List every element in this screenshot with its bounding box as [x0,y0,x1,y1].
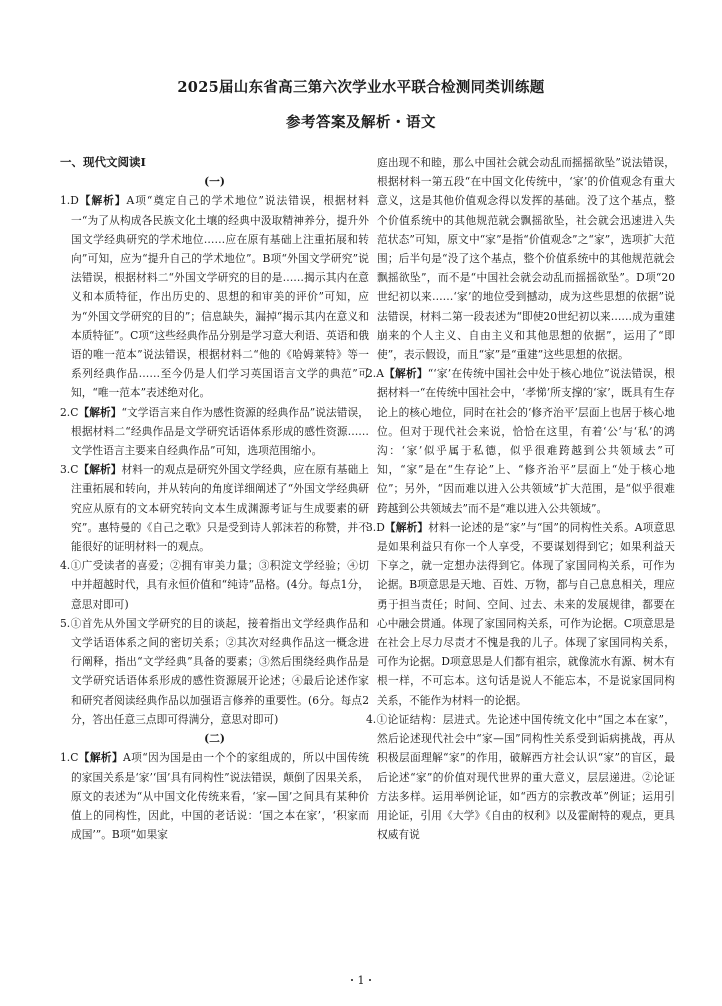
answer-number: 3.D [366,520,385,534]
answer-2-2 [366,364,675,518]
answer-number: 1.C [60,751,79,765]
answer-1-1 [60,191,369,402]
analysis-tag: 【解析】 [78,405,122,419]
answer-number: 1.D [60,194,79,208]
analysis-tag: 【解析】 [383,367,428,381]
answer-text: 材料一论述的是“家”与“国”的同构性关系。A项意思是如果利益只有你一个人享受，不要谋划得到它；如果利益天下享之，就一定想办法得到它。体现了家国同构关系，可作为论据。B项意思是天地、百姓、万物，都与自己息息相关，理应勇于担当责任；时间、空间、过去、未来的发展规律，都要在心中融会贯通。体现了家国同构关系，可作为论据。C项意思是在社会上尽力尽责才不愧是我的儿子。体现了家国同构关系，可作为论据。D项意思是人们都有祖宗，就像流水有源、树木有根一样，不可忘本。这句话是说人不能忘本，不是说家国同构关系，不能作为材料一的论据。 [377,520,675,707]
analysis-tag: 【解析】 [384,520,429,534]
page-number: ・1・ [346,974,376,987]
analysis-tag: 【解析】 [78,463,122,477]
answer-2-4: 4.①论证结构：层进式。先论述中国传统文化中“国之本在家”，然后论述现代社会中“家—国”同构性关系受到诟病挑战，再从积极层面理解“家”的作用，破解西方社会认识“家”的盲区，最后论述“家”的价值对现代世界的重大意义，层层递进。②论证方法多样。运用举例论证，如“西方的宗教改革”例证；运用引用论证，引用《大学》《自由的权利》以及霍耐特的观点，更具权威有说 [366,712,675,842]
answer-1-4: 4.①广受读者的喜爱；②拥有审美力量；③积淀文学经验；④切中并超越时代，具有永恒价值和“纯诗”品格。(4分。每点1分，意思对即可) [60,559,369,611]
answer-text: “文学语言来自作为感性资源的经典作品”说法错误，根据材料二“经典作品是文学研究话语体系形成的感性资源……文学性语言主要来自经典作品”可知，选项范围缩小。 [71,405,369,458]
answer-1-3 [60,460,369,556]
answer-2-1 [60,748,369,844]
answer-text: A项“奠定自己的学术地位”说法错误，根据材料一“为了从构成各民族文化土壤的经典中汲取精神养分，提升外国文学经典研究的学术地位……应在原有基础上注重拓展和转向”可知，应为“提升自己的学术地位”。B项“外国文学研究”说法错误，根据材料二“外国文学研究的目的是……揭示其内在意义和本质特征，作出历史的、思想的和审美的评价”可知，应为“外国文学研究的目的”；信息缺失，漏掉“揭示其内在意义和本质特征”。C项“这些经典作品分别是学习意大利语、英语和俄语的唯一范本”说法错误，根据材料二“他的《哈姆莱特》等一系列经典作品……至今仍是人们学习英国语言文学的典范”可知，“唯一范本”表述绝对化。 [71,194,369,400]
answer-text: “‘家’在传统中国社会中处于核心地位”说法错误，根据材料一“在传统中国社会中，‘孝悌’所支撑的‘家’，既具有生存论上的核心地位，同时在社会的‘修齐治平’层面上也居于核心地位。但对于现代社会来说，恰恰在这里，有着‘公’与‘私’的鸿沟：‘家’似乎属于私德，似乎很难跨越到公共领域去”可知，“家”是在“生存论”上、“修齐治平”层面上“处于核心地位”；另外，“因而难以进入公共领域”扩大范围，是“似乎很难跨越到公共领域去”而不是“难以进入公共领域”。 [377,367,675,515]
answer-text: 材料一的观点是研究外国文学经典，应在原有基础上注重拓展和转向，并从转向的角度详细阐述了“外国文学经典研究应从原有的文本研究转向文本生成渊源考证与生成要素的研究”。惠特曼的《自己之歌》只是受到诗人郭沫若的称赞，并不能很好的证明材料一的观点。 [71,463,369,554]
answer-2-1-continued: 庭出现不和睦，那么中国社会就会动乱而摇摇欲坠”说法错误，根据材料一第五段“在中国文化传统中，‘家’的价值观念有重大意义，这是其他价值观念得以发挥的基础。没了这个基点，整个价值系统中的其他规范就会飘摇欲坠，社会就会迅速进入失范状态”可知，原文中“家”是指“价值观念”之“家”，选项扩大范围；后半句是“没了这个基点，整个价值系统中的其他规范就会飘摇欲坠”，而不是“中国社会就会动乱而摇摇欲坠”。D项“20世纪初以来……‘家’的地位受到撼动，成为这些思想的依据”说法错误，材料二第一段表述为“即使20世纪初以来……成为重建崩来的个人主义、自由主义和其他思想的依据”，运用了“即使”，表示假设，而且“家”是“重建”这些思想的依据。 [377,156,675,362]
part-label-2: (二) [204,732,225,746]
page-subtitle: 参考答案及解析・语文 [286,114,436,131]
answer-number: 2.C [60,405,79,419]
answer-number: 3.C [60,463,79,477]
answer-2-3 [366,518,675,710]
part-label-1: (一) [204,175,225,189]
right-column [366,153,675,844]
answer-number: 2.A [366,367,384,381]
section-heading: 一、现代文阅读Ⅰ [60,155,146,169]
answer-1-5: 5.①首先从外国文学研究的目的谈起，接着指出文学经典作品和文学话语体系之间的密切关系；②其次对经典作品这一概念进行阐释，指出“文学经典”具备的要素；③然后围绕经典作品是文学研究话语体系形成的感性资源展开论述；④最后论述作家和研究者阅读经典作品以加强语言修养的重要性。(6分。每点2分，答出任意三点即可得满分，意思对即可) [60,616,369,726]
left-column [60,153,369,844]
analysis-tag: 【解析】 [78,194,127,208]
page-title: 2025届山东省高三第六次学业水平联合检测同类训练题 [177,79,545,96]
analysis-tag: 【解析】 [78,751,124,765]
answer-text: A项“因为国是由一个个的家组成的，所以中国传统的家国关系是‘家’‘国’具有同构性”说法错误，颠倒了因果关系，原文的表述为“从中国文化传统来看，‘家—国’之间具有某种价值上的同构性，因此，中国的老话说：‘国之本在家’，‘积家而成国’”。B项“如果家 [71,751,369,842]
answer-1-2 [60,403,369,461]
